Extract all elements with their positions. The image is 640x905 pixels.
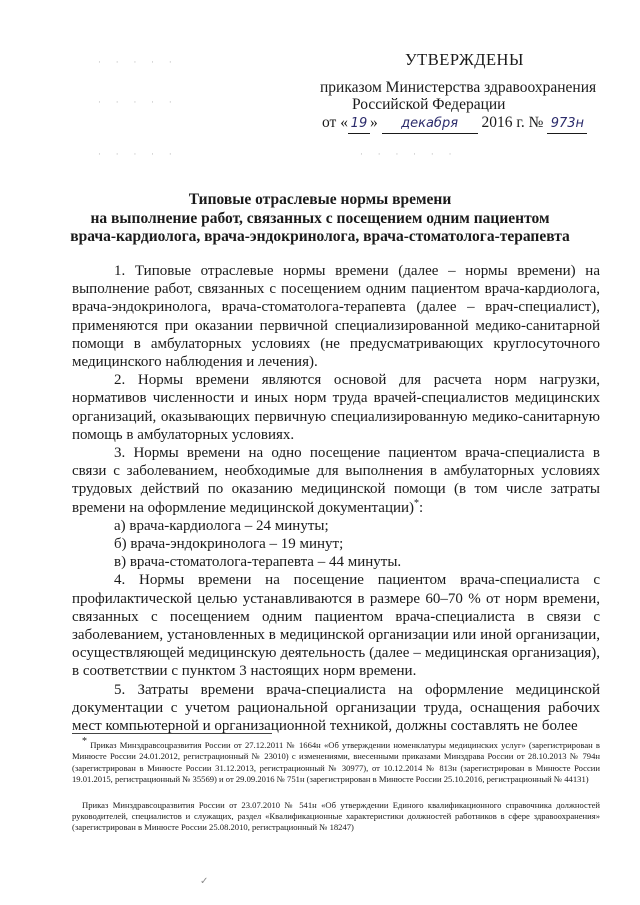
footnote-2: Приказ Минздравсоцразвития России от 23.07.2010 № 541н «Об утверждении Единого квалификационного справочника должностей руководителей, специалистов и служащих, раздел «Квалификационные характеристики должностей работников в сфере здравоохранения» (зарегистрирован в Минюсте России 25.08.2010, регистрационный № 18247) — [72, 799, 600, 833]
paragraph-2: 2. Нормы времени являются основой для расчета норм нагрузки, нормативов численности и иных норм труда врачей-специалистов медицинских организаций, оказывающих первичную специализированную медико-санитарную помощь в амбулаторных условиях. — [72, 372, 600, 443]
approved-heading: УТВЕРЖДЕНЫ — [405, 50, 524, 69]
footnote-1 — [72, 736, 600, 786]
title-line-3: врача-кардиолога, врача-эндокринолога, врача-стоматолога-терапевта — [70, 228, 570, 245]
footnote-ref: * — [414, 497, 420, 509]
footnote-1-text: Приказ Минздравсоцразвития России от 27.12.2011 № 1664н «Об утверждении номенклатуры медицинских услуг» (зарегистрирован в Минюсте России 24.01.2012, регистрационный № 23010) с изменениями, внесенными приказами Минздрава России от 28.10.2013 № 794н (зарегистрирован в Минюсте России 31.12.2013, регистрационный № 30977), от 10.12.2014 № 813н (зарегистрирован в Минюсте России 19.01.2015, регистрационный № 35569) и от 29.09.2016 № 751н (зарегистрирован в Минюсте России 25.10.2016, регистрационный № 44131) — [72, 740, 600, 785]
scan-dots: · · · · · — [98, 150, 178, 160]
footnote-1-mark: * — [82, 736, 87, 748]
paragraph-1: 1. Типовые отраслевые нормы времени (далее – нормы времени) на выполнение работ, связанных с посещением одним пациентом врача-кардиолога, врача-эндокринолога, врача-стоматолога-терапевта (далее – врач-специалист), применяются при оказании первичной специализированной медико-санитарной помощи в амбулаторных условиях (не предусматривающих круглосуточного медицинского наблюдения и лечения). — [72, 263, 600, 371]
paragraph-3-text: 3. Нормы времени на одно посещение пациентом врача-специалиста в связи с заболеванием, необходимые для выполнения в амбулаторных условиях трудовых действий по оказанию медицинской помощи (в том числе затраты времени на оформление медицинской документации) — [72, 445, 600, 516]
title-line-2: на выполнение работ, связанных с посещением одним пациентом — [90, 209, 550, 227]
order-day-close: » — [369, 114, 378, 131]
paragraph-3-end: : — [419, 499, 424, 516]
scan-dots: · · · · · — [98, 98, 178, 108]
list-item-a: а) врача-кардиолога – 24 минуты; — [114, 517, 329, 534]
paragraph-3 — [72, 444, 600, 517]
scan-dots: · · · · · · — [360, 150, 458, 160]
paragraph-4: 4. Нормы времени на посещение пациентом врача-специалиста с профилактической целью устанавливаются в размере 60–70 % от норм времени, связанных с посещением одним пациентом врача-специалиста в связи с заболеванием, установленных в медицинской организации или иной организации, осуществляющей медицинскую деятельность (далее – медицинская организация), в соответствии с пунктом 3 настоящих норм времени. — [72, 572, 600, 680]
approval-ministry: приказом Министерства здравоохранения — [320, 79, 597, 96]
order-number: 973н — [547, 114, 587, 134]
check-mark-icon: ✓ — [200, 876, 209, 887]
paragraph-5: 5. Затраты времени врача-специалиста на оформление медицинской документации с учетом рациональной организации труда, оснащения рабочих мест компьютерной и организационной техникой, должны составлять не более — [72, 681, 600, 735]
list-item-c: в) врача-стоматолога-терапевта – 44 минуты. — [114, 554, 402, 571]
scan-dots: · · · · · — [98, 58, 178, 68]
order-month: декабря — [382, 114, 478, 134]
approval-order-line — [322, 113, 587, 134]
footnote-divider — [72, 733, 272, 734]
title-line-1: Типовые отраслевые нормы времени — [188, 191, 452, 208]
document-body — [72, 262, 600, 735]
approval-federation: Российской Федерации — [352, 96, 506, 113]
order-day: 19 — [348, 114, 370, 134]
order-year: 2016 г. № — [481, 114, 544, 131]
footnotes — [72, 736, 600, 848]
document-title — [40, 191, 600, 247]
list-item-b: б) врача-эндокринолога – 19 минут; — [114, 536, 344, 553]
order-from: от « — [322, 114, 348, 131]
